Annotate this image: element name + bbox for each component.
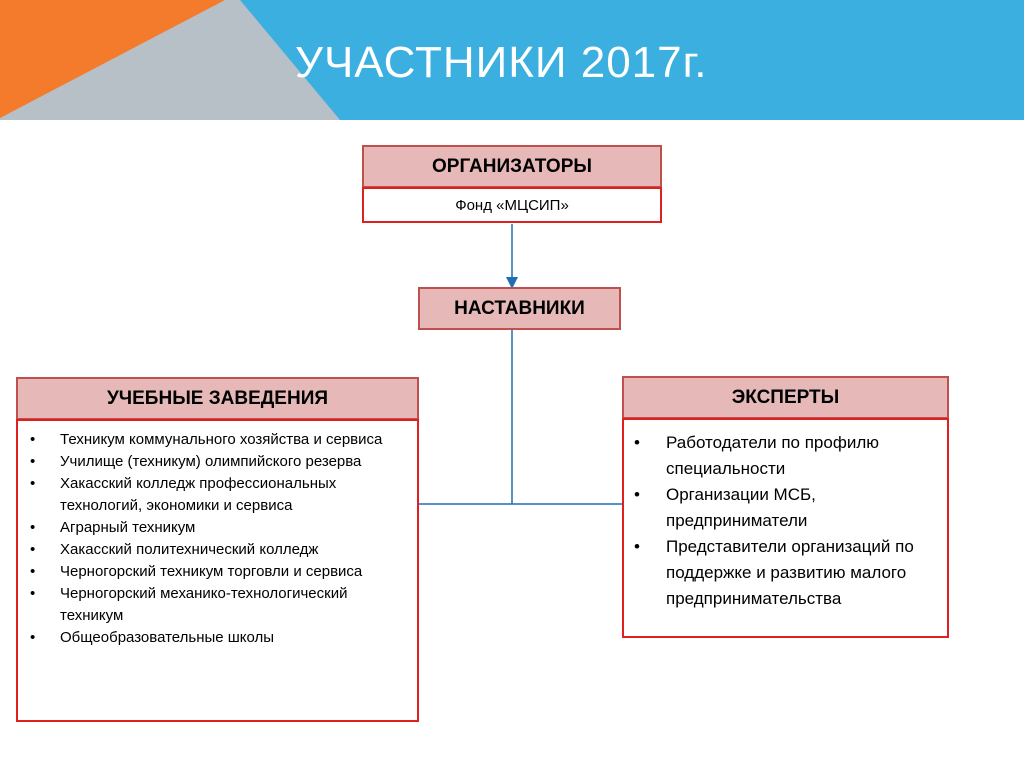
experts-list [630,430,939,612]
bullet-point: • [30,475,36,492]
organizers-heading-box [362,145,662,188]
list-item [630,430,939,482]
list-item-text: Работодатели по профилю специальности [666,433,879,478]
education-list-box [16,419,419,722]
experts-list-box [622,418,949,638]
list-item-text: Черногорский механико-технологический техникум [60,585,348,624]
bullet-point: • [30,629,36,646]
list-item [630,482,939,534]
education-heading: УЧЕБНЫЕ ЗАВЕДЕНИЯ [106,387,329,409]
bullet-point: • [634,537,640,556]
list-item-text: Училище (техникум) олимпийского резерва [60,453,362,470]
bullet-point: • [30,541,36,558]
organizers-text: Фонд «МЦСИП» [455,196,569,214]
list-item-text: Аграрный техникум [60,519,196,536]
experts-heading: ЭКСПЕРТЫ [731,386,840,408]
bullet-point: • [30,563,36,580]
bullet-point: • [634,485,640,504]
list-item-text: Черногорский техникум торговли и сервиса [60,563,363,580]
organizers-content-box [362,187,662,223]
experts-heading-box [622,376,949,419]
list-item [30,451,407,473]
list-item [30,517,407,539]
list-item-text: Хакасский колледж профессиональных технологий, экономики и сервиса [60,475,337,514]
bullet-point: • [634,433,640,452]
mentors-heading-box [418,287,621,330]
list-item-text: Техникум коммунального хозяйства и сервиса [60,431,383,448]
organizers-heading: ОРГАНИЗАТОРЫ [432,155,592,177]
list-item [30,473,407,517]
bullet-point: • [30,453,36,470]
list-item-text: Хакасский политехнический колледж [60,541,319,558]
list-item-text: Общеобразовательные школы [60,629,275,646]
education-heading-box [16,377,419,420]
list-item [30,627,407,649]
education-list [30,429,407,649]
slide-title: УЧАСТНИКИ 2017г. [295,38,708,87]
list-item [30,539,407,561]
list-item [630,534,939,612]
mentors-heading: НАСТАВНИКИ [454,297,585,319]
list-item [30,583,407,627]
bullet-point: • [30,519,36,536]
list-item-text: Организации МСБ, предприниматели [666,485,816,530]
bullet-point: • [30,431,36,448]
list-item [30,429,407,451]
bullet-point: • [30,585,36,602]
list-item [30,561,407,583]
list-item-text: Представители организаций по поддержке и развитию малого предпринимательства [666,537,914,608]
